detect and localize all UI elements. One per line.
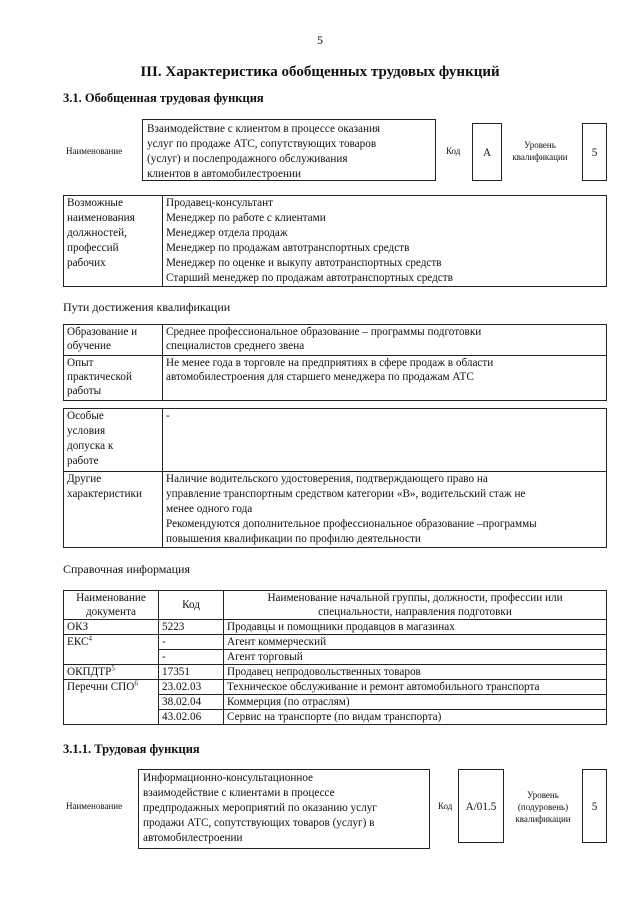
- edu-label-line: обучение: [67, 340, 111, 352]
- footnote-mark: 4: [88, 634, 92, 643]
- edu-text-line: Среднее профессиональное образование – программы подготовки: [166, 326, 482, 338]
- ref-col-doc-line: Наименование: [76, 592, 146, 604]
- ref-code: 5223: [159, 620, 224, 635]
- ref-col-doc: [64, 591, 159, 620]
- ref-doc: [64, 635, 159, 665]
- ref-doc-text: Перечни СПО: [67, 681, 135, 693]
- tf-name-line: предпродажных мероприятий по оказанию услуг: [143, 802, 377, 814]
- ref-col-name-line: Наименование начальной группы, должности, профессии или: [267, 592, 563, 604]
- footnote-mark: 6: [134, 679, 138, 688]
- gtf-name-line: Взаимодействие с клиентом в процессе оказания: [147, 123, 381, 135]
- tf-code-label: Код: [438, 801, 453, 811]
- reference-title: Справочная информация: [63, 562, 190, 576]
- paths-table: [63, 324, 607, 401]
- positions-label-line: рабочих: [67, 257, 106, 269]
- tf-name-line: взаимодействие с клиентами в процессе: [143, 787, 335, 799]
- ref-code: 43.02.06: [159, 710, 224, 725]
- tf-level-label-line: Уровень: [527, 790, 559, 800]
- tf-heading: 3.1.1. Трудовая функция: [63, 742, 200, 756]
- ref-col-name: [224, 591, 607, 620]
- gtf-name-label: Наименование: [66, 146, 123, 156]
- gtf-name-line: (услуг) и послепродажного обслуживания: [147, 153, 348, 165]
- edu-text-line: специалистов среднего звена: [166, 340, 305, 352]
- exp-label-line: Опыт: [67, 357, 94, 369]
- tf-level-label-line: квалификации: [515, 814, 571, 824]
- ref-name: Коммерция (по отраслям): [224, 695, 607, 710]
- tf-level-label: [504, 789, 582, 825]
- position-item: Менеджер по оценке и выкупу автотранспортных средств: [166, 257, 442, 269]
- exp-text-line: Не менее года в торговле на предприятиях в сфере продаж в области: [166, 357, 494, 369]
- other-label-line: Другие: [67, 473, 102, 485]
- exp-label-line: практической: [67, 371, 132, 383]
- ref-col-doc-line: документа: [85, 606, 137, 618]
- gtf-level-label-line: квалификации: [512, 152, 568, 162]
- other-text: [163, 472, 607, 548]
- exp-text: [163, 356, 607, 401]
- special-label: [64, 409, 163, 472]
- special-label-line: работе: [67, 455, 99, 467]
- page-number: 5: [317, 33, 323, 47]
- table-row: [64, 620, 607, 635]
- ref-doc: [64, 665, 159, 680]
- special-label-line: допуска к: [67, 440, 114, 452]
- position-item: Продавец-консультант: [166, 197, 273, 209]
- gtf-level: 5: [582, 123, 607, 181]
- exp-label-line: работы: [67, 385, 102, 397]
- position-item: Менеджер отдела продаж: [166, 227, 288, 239]
- ref-name: Техническое обслуживание и ремонт автомобильного транспорта: [224, 680, 607, 695]
- tf-name-line: Информационно-консультационное: [143, 772, 314, 784]
- table-row: [64, 635, 607, 650]
- reference-table: [63, 590, 607, 725]
- gtf-level-label-line: Уровень: [524, 140, 556, 150]
- positions-label-line: должностей,: [67, 227, 127, 239]
- positions-label-line: Возможные: [67, 197, 123, 209]
- gtf-name-box: [142, 119, 436, 181]
- edu-text: [163, 325, 607, 356]
- edu-label: [64, 325, 163, 356]
- gtf-name-line: клиентов в автомобилестроении: [147, 168, 301, 180]
- ref-code: -: [159, 635, 224, 650]
- ref-name: Продавец непродовольственных товаров: [224, 665, 607, 680]
- tf-name-line: продажи АТС, сопутствующих товаров (услуг) в: [143, 817, 375, 829]
- other-text-line: управление транспортным средством категории «В», водительский стаж не: [166, 488, 526, 500]
- section-title: III. Характеристика обобщенных трудовых функций: [140, 64, 500, 80]
- special-label-line: Особые: [67, 410, 104, 422]
- ref-code: -: [159, 650, 224, 665]
- position-item: Менеджер по продажам автотранспортных средств: [166, 242, 410, 254]
- table-row: [64, 680, 607, 695]
- ref-name: Продавцы и помощники продавцов в магазинах: [224, 620, 607, 635]
- ref-name: Агент торговый: [224, 650, 607, 665]
- other-text-line: Рекомендуются дополнительное профессиональное образование –программы: [166, 518, 537, 530]
- tf-level-label-line: (подуровень): [517, 802, 569, 812]
- tf-level: 5: [582, 769, 607, 843]
- ref-doc-text: ЕКС: [67, 636, 89, 648]
- ref-code: 17351: [159, 665, 224, 680]
- table-row: [64, 665, 607, 680]
- ref-name: Агент коммерческий: [224, 635, 607, 650]
- conditions-table: [63, 408, 607, 548]
- ref-code: 38.02.04: [159, 695, 224, 710]
- special-label-line: условия: [67, 425, 106, 437]
- tf-name-line: автомобилестроении: [143, 832, 243, 844]
- positions-table: [63, 195, 607, 287]
- other-text-line: Наличие водительского удостоверения, подтверждающего право на: [166, 473, 488, 485]
- ref-doc: [64, 620, 159, 635]
- gtf-level-label: [503, 139, 577, 163]
- paths-title: Пути достижения квалификации: [63, 300, 231, 314]
- footnote-mark: 5: [111, 664, 115, 673]
- gtf-code: A: [472, 123, 502, 181]
- other-label-line: характеристики: [67, 488, 142, 500]
- gtf-heading: 3.1. Обобщенная трудовая функция: [63, 91, 264, 105]
- tf-name-box: [138, 769, 430, 849]
- ref-doc: [64, 680, 159, 725]
- exp-text-line: автомобилестроения для старшего менеджера по продажам АТС: [166, 371, 474, 383]
- exp-label: [64, 356, 163, 401]
- other-text-line: менее одного года: [166, 503, 253, 515]
- special-text: -: [163, 409, 607, 472]
- ref-col-code: Код: [159, 591, 224, 620]
- other-label: [64, 472, 163, 548]
- gtf-code-label: Код: [446, 146, 461, 156]
- gtf-name-line: услуг по продаже АТС, сопутствующих товаров: [147, 138, 377, 150]
- tf-name-label: Наименование: [66, 801, 123, 811]
- ref-col-name-line: специальности, направления подготовки: [318, 606, 512, 618]
- ref-doc-text: ОКЗ: [67, 621, 89, 633]
- ref-name: Сервис на транспорте (по видам транспорта): [224, 710, 607, 725]
- positions-label-line: профессий: [67, 242, 119, 254]
- tf-code: A/01.5: [458, 769, 504, 843]
- ref-code: 23.02.03: [159, 680, 224, 695]
- position-item: Старший менеджер по продажам автотранспортных средств: [166, 272, 453, 284]
- positions-label: [64, 196, 163, 287]
- other-text-line: повышения квалификации по профилю деятельности: [166, 533, 421, 545]
- positions-list: [163, 196, 607, 287]
- ref-doc-text: ОКПДТР: [67, 666, 112, 678]
- edu-label-line: Образование и: [67, 326, 138, 338]
- positions-label-line: наименования: [67, 212, 135, 224]
- position-item: Менеджер по работе с клиентами: [166, 212, 326, 224]
